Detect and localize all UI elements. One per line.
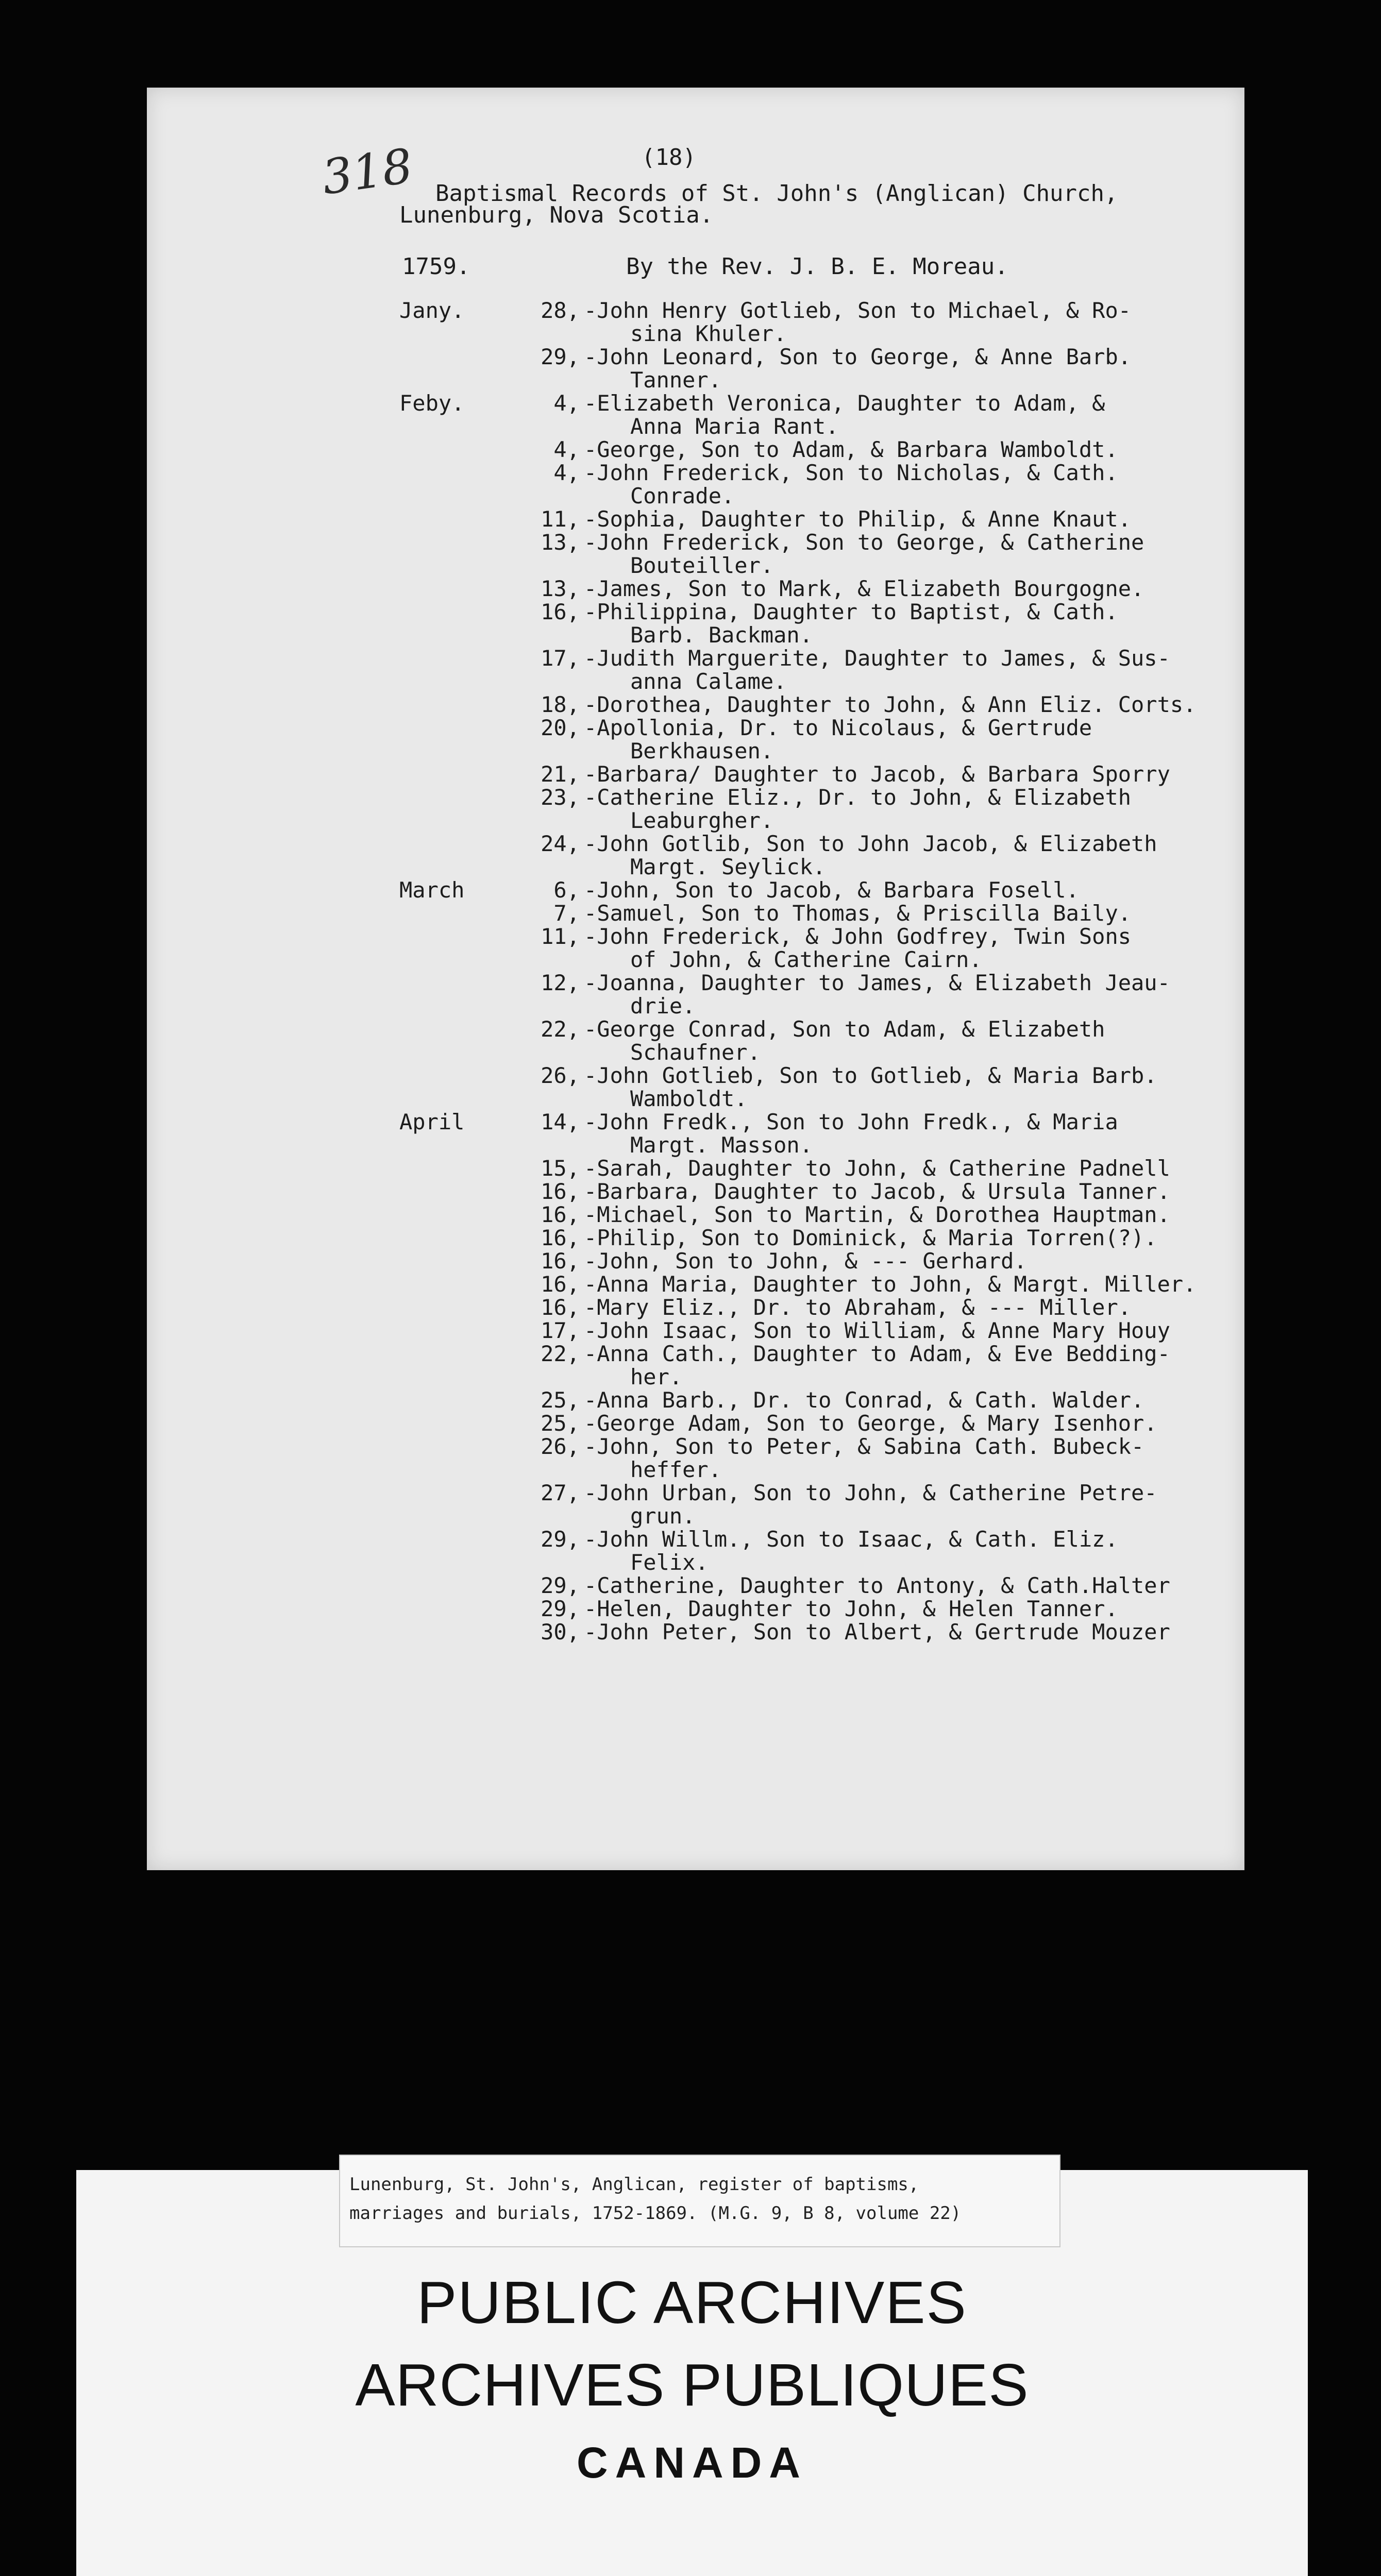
entry-line: -John Frederick, Son to George, & Catherine	[584, 530, 1144, 555]
entry-day: 15,	[541, 1156, 580, 1181]
baptism-entry	[399, 1597, 1337, 1620]
baptism-entry	[399, 1226, 1337, 1249]
entry-day: 4,	[553, 391, 580, 416]
entry-line: -John Fredk., Son to John Fredk., & Maria	[584, 1109, 1118, 1134]
entry-text	[580, 647, 1337, 693]
entry-line: Felix.	[630, 1550, 709, 1575]
entry-month	[399, 531, 531, 577]
entry-text	[580, 1481, 1337, 1528]
entry-text	[580, 1319, 1337, 1342]
entry-line: -John, Son to John, & --- Gerhard.	[584, 1248, 1027, 1274]
entry-day: 16,	[541, 1295, 580, 1320]
entry-line: -John Willm., Son to Isaac, & Cath. Eliz.	[584, 1527, 1118, 1552]
entry-month	[399, 1319, 531, 1342]
baptism-entry	[399, 762, 1337, 786]
entry-day: 26,	[541, 1063, 580, 1088]
entry-day: 14,	[541, 1109, 580, 1134]
entry-day: 21,	[541, 761, 580, 787]
handwritten-page-number: 318	[318, 138, 416, 206]
document-title-line-2: Lunenburg, Nova Scotia.	[399, 202, 714, 228]
entry-text	[580, 786, 1337, 832]
baptism-entry	[399, 878, 1337, 902]
entry-month	[399, 1157, 531, 1180]
entry-month	[399, 786, 531, 832]
entry-day: 16,	[541, 1272, 580, 1297]
baptism-entry	[399, 902, 1337, 925]
entry-day: 23,	[541, 785, 580, 810]
entry-day: 22,	[541, 1016, 580, 1042]
baptism-entry	[399, 832, 1337, 878]
baptism-entry	[399, 507, 1337, 531]
archives-title-english: PUBLIC ARCHIVES	[417, 2269, 967, 2336]
baptism-entry	[399, 1342, 1337, 1388]
baptism-entry	[399, 693, 1337, 716]
entry-line: Leaburgher.	[630, 808, 774, 833]
entry-text	[580, 1226, 1337, 1249]
entry-month: March	[399, 877, 465, 903]
baptism-entry	[399, 647, 1337, 693]
entry-text	[580, 902, 1337, 925]
entry-day: 20,	[541, 715, 580, 740]
entry-day: 16,	[541, 1225, 580, 1250]
entry-line: drie.	[630, 993, 696, 1019]
entry-line: -Apollonia, Dr. to Nicolaus, & Gertrude	[584, 715, 1092, 740]
baptism-entry	[399, 925, 1337, 971]
baptism-entry	[399, 1620, 1337, 1643]
entry-text	[580, 1273, 1337, 1296]
entry-text	[580, 971, 1337, 1018]
entry-day: 13,	[541, 530, 580, 555]
baptism-entry	[399, 1296, 1337, 1319]
entry-day: 4,	[553, 460, 580, 485]
entry-line: -Anna Cath., Daughter to Adam, & Eve Bedding-	[584, 1341, 1170, 1366]
entry-day: 4,	[553, 437, 580, 462]
document-page	[147, 88, 1244, 1870]
baptism-entry	[399, 1180, 1337, 1203]
entry-day: 28,	[541, 298, 580, 323]
entry-text	[580, 716, 1337, 762]
baptism-entry	[399, 600, 1337, 647]
entry-month	[399, 1018, 531, 1064]
entry-month	[399, 1273, 531, 1296]
entry-line: sina Khuler.	[630, 321, 787, 346]
entry-day: 13,	[541, 576, 580, 601]
baptism-entry	[399, 1157, 1337, 1180]
baptism-entry	[399, 1064, 1337, 1110]
entry-line: Anna Maria Rant.	[630, 414, 839, 439]
baptism-entries	[399, 299, 1337, 1643]
entry-month: April	[399, 1109, 465, 1134]
record-year: 1759.	[402, 253, 470, 280]
baptism-entry	[399, 1412, 1337, 1435]
entry-text	[580, 693, 1337, 716]
entry-text	[580, 345, 1337, 392]
entry-line: -Philippina, Daughter to Baptist, & Cath.	[584, 599, 1118, 624]
entry-month	[399, 716, 531, 762]
entry-line: -Catherine Eliz., Dr. to John, & Elizabeth	[584, 785, 1132, 810]
entry-day: 30,	[541, 1619, 580, 1645]
entry-line: -Dorothea, Daughter to John, & Ann Eliz. Corts.	[584, 692, 1197, 717]
entry-text	[580, 600, 1337, 647]
entry-text	[580, 1620, 1337, 1643]
entry-line: -John Urban, Son to John, & Catherine Petre-	[584, 1480, 1157, 1505]
entry-text	[580, 1064, 1337, 1110]
entry-text	[580, 577, 1337, 600]
entry-line: Bouteiller.	[630, 553, 774, 578]
entry-line: -John, Son to Peter, & Sabina Cath. Bubeck-	[584, 1434, 1144, 1459]
entry-text	[580, 1597, 1337, 1620]
baptism-entry	[399, 716, 1337, 762]
entry-line: -Anna Barb., Dr. to Conrad, & Cath. Walder.	[584, 1387, 1144, 1413]
entry-month	[399, 1180, 531, 1203]
entry-day: 11,	[541, 924, 580, 949]
entry-text	[580, 1203, 1337, 1226]
entry-day: 18,	[541, 692, 580, 717]
entry-line: -John Gotlib, Son to John Jacob, & Elizabeth	[584, 831, 1157, 856]
entry-text	[580, 531, 1337, 577]
entry-line: -Sophia, Daughter to Philip, & Anne Knaut.	[584, 506, 1132, 532]
entry-line: -George Conrad, Son to Adam, & Elizabeth	[584, 1016, 1105, 1042]
entry-line: -Philip, Son to Dominick, & Maria Torren(?).	[584, 1225, 1157, 1250]
entry-month	[399, 1481, 531, 1528]
entry-line: Margt. Seylick.	[630, 854, 826, 879]
entry-day: 29,	[541, 344, 580, 369]
baptism-entry	[399, 1018, 1337, 1064]
entry-line: Wamboldt.	[630, 1086, 748, 1111]
record-byline: By the Rev. J. B. E. Moreau.	[626, 253, 1008, 280]
entry-line: -Helen, Daughter to John, & Helen Tanner.	[584, 1596, 1118, 1621]
entry-text	[580, 1249, 1337, 1273]
entry-month	[399, 1296, 531, 1319]
entry-line: grun.	[630, 1503, 696, 1529]
entry-line: -John Frederick, Son to Nicholas, & Cath.	[584, 460, 1118, 485]
entry-line: -Joanna, Daughter to James, & Elizabeth Jeau-	[584, 970, 1170, 995]
entry-month	[399, 693, 531, 716]
entry-day: 7,	[553, 901, 580, 926]
entry-month	[399, 1064, 531, 1110]
baptism-entry	[399, 1435, 1337, 1481]
entry-line: Schaufner.	[630, 1040, 761, 1065]
entry-line: -Samuel, Son to Thomas, & Priscilla Baily.	[584, 901, 1132, 926]
entry-text	[580, 1574, 1337, 1597]
entry-text	[580, 1157, 1337, 1180]
entry-month	[399, 971, 531, 1018]
entry-text	[580, 878, 1337, 902]
entry-month	[399, 925, 531, 971]
entry-day: 16,	[541, 1179, 580, 1204]
baptism-entry	[399, 1388, 1337, 1412]
entry-line: heffer.	[630, 1457, 722, 1482]
entry-text	[580, 925, 1337, 971]
entry-line: -John Henry Gotlieb, Son to Michael, & Ro-	[584, 298, 1132, 323]
entry-text	[580, 1018, 1337, 1064]
entry-day: 29,	[541, 1573, 580, 1598]
baptism-entry	[399, 1528, 1337, 1574]
entry-line: -Elizabeth Veronica, Daughter to Adam, &	[584, 391, 1105, 416]
baptism-entry	[399, 577, 1337, 600]
entry-day: 25,	[541, 1411, 580, 1436]
entry-month	[399, 902, 531, 925]
entry-text	[580, 1180, 1337, 1203]
baptism-entry	[399, 971, 1337, 1018]
entry-line: Conrade.	[630, 483, 735, 509]
entry-line: anna Calame.	[630, 669, 787, 694]
reference-label-line-1: Lunenburg, St. John's, Anglican, register of baptisms,	[349, 2174, 919, 2195]
entry-line: -Anna Maria, Daughter to John, & Margt. Miller.	[584, 1272, 1197, 1297]
entry-month	[399, 1597, 531, 1620]
archives-card	[76, 2170, 1308, 2576]
entry-line: of John, & Catherine Cairn.	[630, 947, 982, 972]
entry-line: -George Adam, Son to George, & Mary Isenhor.	[584, 1411, 1157, 1436]
entry-month	[399, 1435, 531, 1481]
baptism-entry	[399, 1481, 1337, 1528]
baptism-entry	[399, 786, 1337, 832]
baptism-entry	[399, 1319, 1337, 1342]
entry-line: Barb. Backman.	[630, 622, 813, 648]
entry-text	[580, 1388, 1337, 1412]
entry-day: 26,	[541, 1434, 580, 1459]
entry-line: Margt. Masson.	[630, 1132, 813, 1158]
entry-month	[399, 762, 531, 786]
entry-text	[580, 299, 1337, 345]
baptism-entry	[399, 1273, 1337, 1296]
entry-line: Tanner.	[630, 367, 722, 393]
entry-line: -John Peter, Son to Albert, & Gertrude Mouzer	[584, 1619, 1170, 1645]
entry-line: -John, Son to Jacob, & Barbara Fosell.	[584, 877, 1079, 903]
entry-text	[580, 461, 1337, 507]
entry-text	[580, 1110, 1337, 1157]
entry-day: 6,	[553, 877, 580, 903]
entry-text	[580, 1342, 1337, 1388]
entry-day: 16,	[541, 1202, 580, 1227]
baptism-entry	[399, 461, 1337, 507]
entry-line: -Judith Marguerite, Daughter to James, & Sus-	[584, 646, 1170, 671]
entry-line: -Michael, Son to Martin, & Dorothea Hauptman.	[584, 1202, 1170, 1227]
entry-month: Jany.	[399, 298, 465, 323]
entry-month	[399, 1226, 531, 1249]
baptism-entry	[399, 438, 1337, 461]
entry-day: 12,	[541, 970, 580, 995]
entry-month	[399, 832, 531, 878]
entry-text	[580, 507, 1337, 531]
reference-label	[339, 2155, 1060, 2247]
entry-line: -John Frederick, & John Godfrey, Twin Sons	[584, 924, 1132, 949]
entry-text	[580, 832, 1337, 878]
entry-text	[580, 438, 1337, 461]
baptism-entry	[399, 1110, 1337, 1157]
entry-day: 27,	[541, 1480, 580, 1505]
entry-month	[399, 1203, 531, 1226]
entry-line: her.	[630, 1364, 683, 1389]
entry-month	[399, 1412, 531, 1435]
entry-month: Feby.	[399, 391, 465, 416]
entry-line: -John Isaac, Son to William, & Anne Mary Houy	[584, 1318, 1170, 1343]
baptism-entry	[399, 1203, 1337, 1226]
entry-month	[399, 647, 531, 693]
entry-month	[399, 507, 531, 531]
entry-day: 16,	[541, 599, 580, 624]
entry-line: -Barbara, Daughter to Jacob, & Ursula Tanner.	[584, 1179, 1170, 1204]
page-number: (18)	[642, 144, 696, 171]
baptism-entry	[399, 392, 1337, 438]
entry-text	[580, 1528, 1337, 1574]
entry-month	[399, 1574, 531, 1597]
entry-month	[399, 1620, 531, 1643]
archives-title-french: ARCHIVES PUBLIQUES	[355, 2351, 1029, 2418]
baptism-entry	[399, 299, 1337, 345]
entry-month	[399, 600, 531, 647]
entry-month	[399, 438, 531, 461]
baptism-entry	[399, 1574, 1337, 1597]
entry-line: Berkhausen.	[630, 738, 774, 764]
archives-country: CANADA	[577, 2438, 807, 2487]
entry-text	[580, 1435, 1337, 1481]
entry-line: -Barbara/ Daughter to Jacob, & Barbara Sporry	[584, 761, 1170, 787]
entry-month	[399, 345, 531, 392]
entry-month	[399, 461, 531, 507]
entry-day: 29,	[541, 1596, 580, 1621]
baptism-entry	[399, 345, 1337, 392]
entry-day: 22,	[541, 1341, 580, 1366]
entry-day: 25,	[541, 1387, 580, 1413]
reference-label-line-2: marriages and burials, 1752-1869. (M.G. 9, B 8, volume 22)	[349, 2203, 962, 2224]
entry-day: 29,	[541, 1527, 580, 1552]
baptism-entry	[399, 531, 1337, 577]
entry-line: -James, Son to Mark, & Elizabeth Bourgogne.	[584, 576, 1144, 601]
entry-text	[580, 1296, 1337, 1319]
entry-day: 24,	[541, 831, 580, 856]
baptism-entry	[399, 1249, 1337, 1273]
document-title-line-1: Baptismal Records of St. John's (Anglican) Church,	[435, 180, 1118, 207]
entry-month	[399, 577, 531, 600]
entry-day: 11,	[541, 506, 580, 532]
entry-day: 16,	[541, 1248, 580, 1274]
entry-month	[399, 1528, 531, 1574]
entry-line: -George, Son to Adam, & Barbara Wamboldt.	[584, 437, 1118, 462]
entry-line: -John Gotlieb, Son to Gotlieb, & Maria Barb.	[584, 1063, 1157, 1088]
entry-line: -Mary Eliz., Dr. to Abraham, & --- Miller.	[584, 1295, 1132, 1320]
entry-text	[580, 1412, 1337, 1435]
entry-line: -Catherine, Daughter to Antony, & Cath.Halter	[584, 1573, 1170, 1598]
entry-month	[399, 1342, 531, 1388]
entry-month	[399, 1388, 531, 1412]
entry-line: -John Leonard, Son to George, & Anne Barb.	[584, 344, 1132, 369]
entry-line: -Sarah, Daughter to John, & Catherine Padnell	[584, 1156, 1170, 1181]
entry-text	[580, 392, 1337, 438]
entry-day: 17,	[541, 646, 580, 671]
entry-text	[580, 762, 1337, 786]
entry-month	[399, 1249, 531, 1273]
entry-day: 17,	[541, 1318, 580, 1343]
